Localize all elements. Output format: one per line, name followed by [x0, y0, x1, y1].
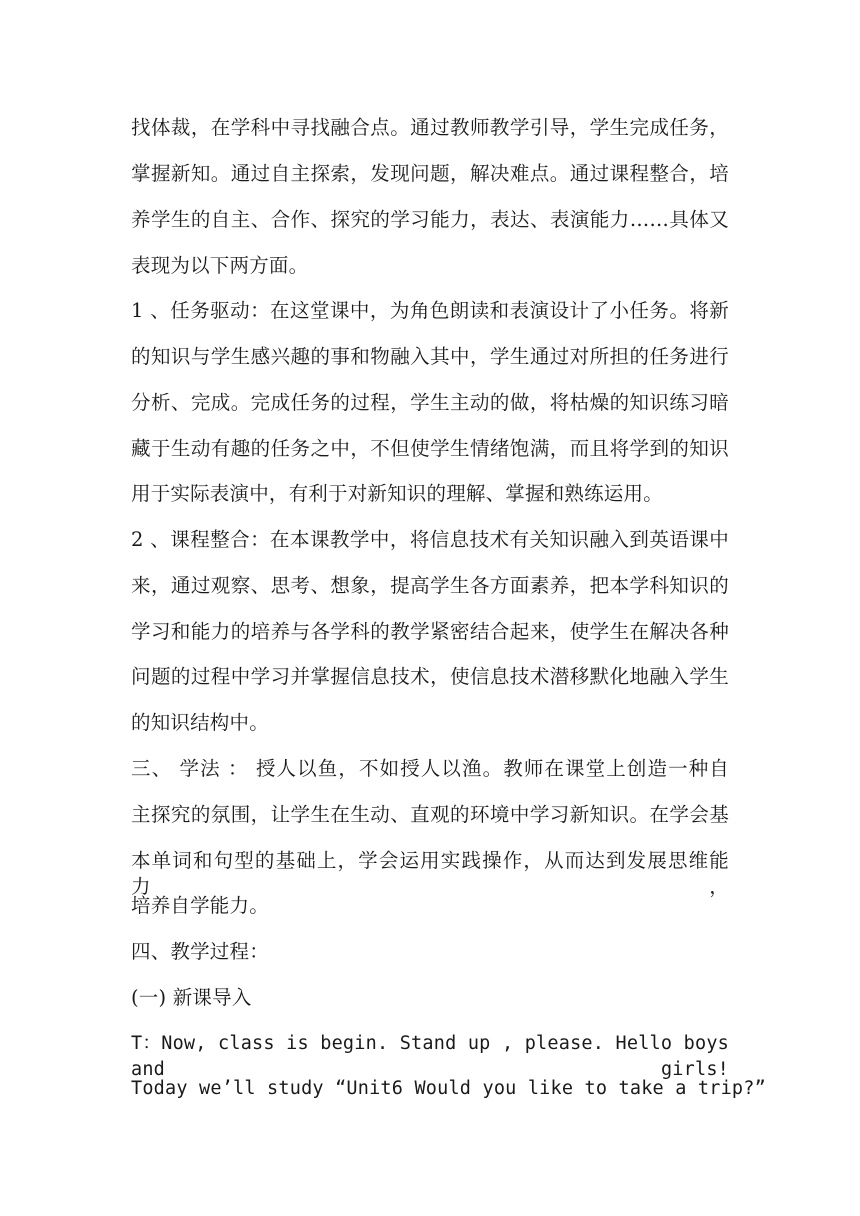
paragraph-line: 来，通过观察、思考、想象，提高学生各方面素养，把本学科知识的 [131, 574, 729, 597]
list-item-1-line: 1 、任务驱动：在这堂课中，为角色朗读和表演设计了小任务。将新 [131, 299, 729, 322]
paragraph-line: 的知识结构中。 [131, 711, 269, 734]
paragraph-line: 的知识与学生感兴趣的事和物融入其中，学生通过对所担的任务进行 [131, 345, 729, 368]
paragraph-line: 找体裁，在学科中寻找融合点。通过教师教学引导，学生完成任务， [131, 116, 729, 139]
paragraph-line: 问题的过程中学习并掌握信息技术，使信息技术潜移默化地融入学生 [131, 665, 729, 688]
paragraph-line: 表现为以下两方面。 [131, 254, 309, 277]
subsection-heading: (一) 新课导入 [131, 986, 252, 1009]
paragraph-line: 养学生的自主、合作、探究的学习能力，表达、表演能力……具体又 [131, 208, 729, 231]
dialogue-line: Today we’ll study “Unit6 Would you like to take a trip?” [131, 1078, 766, 1099]
paragraph-line: 藏于生动有趣的任务之中，不但使学生情绪饱满，而且将学到的知识 [131, 437, 729, 460]
section-three-line: 三、 学法 ： 授人以鱼，不如授人以渔。教师在课堂上创造一种自 [131, 757, 729, 780]
paragraph-line: 学习和能力的培养与各学科的教学紧密结合起来，使学生在解决各种 [131, 620, 729, 643]
paragraph-line: 本单词和句型的基础上，学会运用实践操作，从而达到发展思维能力， [131, 849, 729, 898]
paragraph-line: 培养自学能力。 [131, 894, 269, 917]
paragraph-line: 用于实际表演中，有利于对新知识的理解、掌握和熟练运用。 [131, 482, 663, 505]
paragraph-line: 主探究的氛围，让学生在生动、直观的环境中学习新知识。在学会基 [131, 803, 729, 826]
list-item-2-line: 2 、课程整合：在本课教学中，将信息技术有关知识融入到英语课中 [131, 528, 729, 551]
paragraph-line: 掌握新知。通过自主探索，发现问题，解决难点。通过课程整合，培 [131, 162, 729, 185]
section-four-heading: 四、教学过程： [131, 940, 269, 963]
dialogue-line: T：Now, class is begin. Stand up , please. Hello boys and girls! [131, 1033, 729, 1080]
paragraph-line: 分析、完成。完成任务的过程，学生主动的做，将枯燥的知识练习暗 [131, 391, 729, 414]
